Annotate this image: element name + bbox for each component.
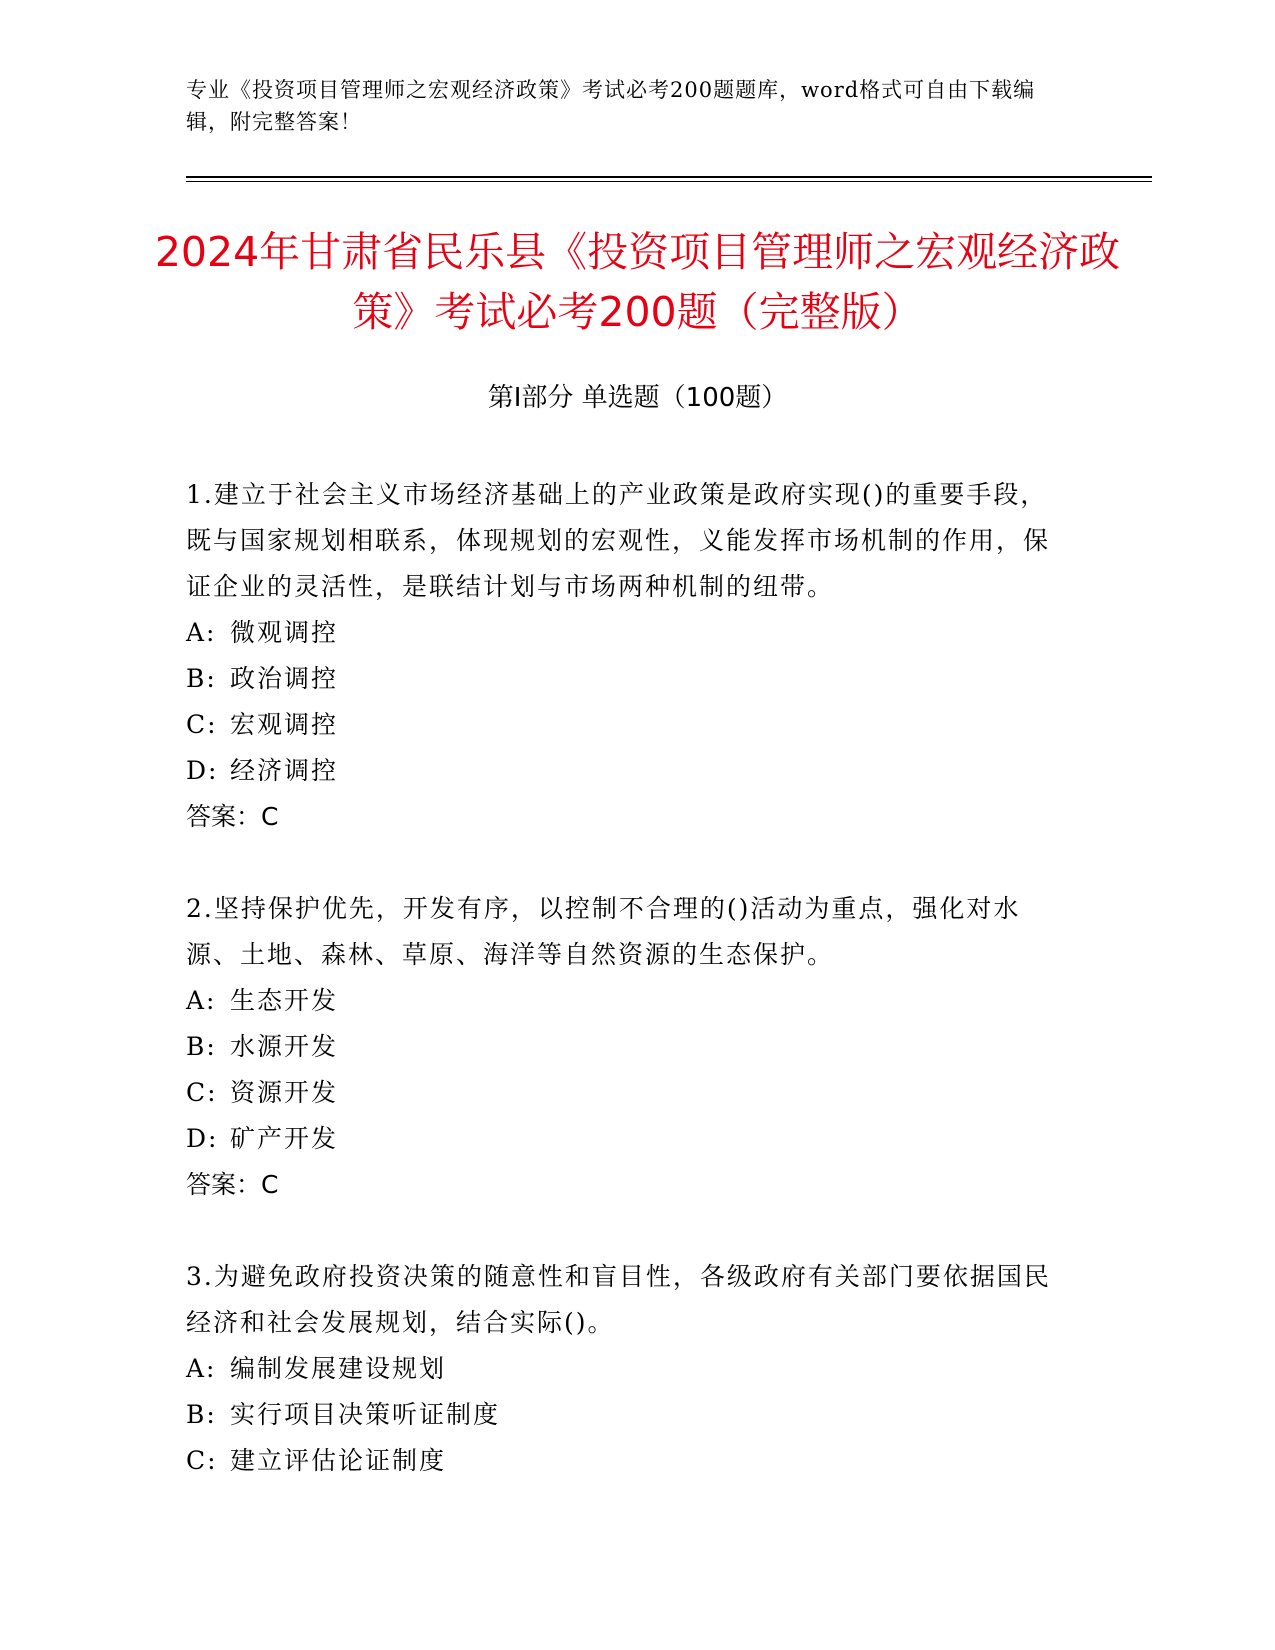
question-option — [186, 1346, 1066, 1392]
question-stem: 2.坚持保护优先，开发有序，以控制不合理的()活动为重点，强化对水源、土地、森林、草原、海洋等自然资源的生态保护。 — [186, 894, 1021, 969]
question-item — [186, 472, 1066, 840]
document-title: 2024年甘肃省民乐县《投资项目管理师之宏观经济政策》考试必考200题（完整版） — [154, 228, 1121, 336]
header-rule-thin — [186, 181, 1152, 182]
option-letter: B: — [186, 664, 217, 693]
option-letter: B: — [186, 1032, 217, 1061]
question-option — [186, 1116, 1066, 1162]
option-text: 资源开发 — [230, 1078, 339, 1107]
option-letter: A: — [186, 1354, 217, 1383]
option-text: 编制发展建设规划 — [230, 1354, 447, 1383]
header-note: 专业《投资项目管理师之宏观经济政策》考试必考200题题库，word格式可自由下载编辑，附完整答案！ — [186, 78, 1036, 134]
question-option — [186, 978, 1066, 1024]
answer-value: C — [261, 802, 279, 831]
question-option — [186, 610, 1066, 656]
question-option — [186, 748, 1066, 794]
question-list — [186, 472, 1066, 1530]
question-answer — [186, 1162, 1066, 1208]
question-answer — [186, 794, 1066, 840]
option-text: 经济调控 — [230, 756, 339, 785]
question-item — [186, 886, 1066, 1208]
question-item — [186, 1254, 1066, 1484]
option-text: 实行项目决策听证制度 — [230, 1400, 501, 1429]
question-option — [186, 1392, 1066, 1438]
answer-value: C — [261, 1170, 279, 1199]
section-title: 第I部分 单选题（100题） — [487, 383, 788, 413]
option-letter: C: — [186, 1446, 218, 1475]
option-letter: A: — [186, 618, 217, 647]
option-letter: B: — [186, 1400, 217, 1429]
question-option — [186, 702, 1066, 748]
answer-label: 答案： — [186, 1170, 262, 1199]
answer-label: 答案： — [186, 802, 262, 831]
question-option — [186, 1070, 1066, 1116]
option-letter: C: — [186, 710, 218, 739]
option-text: 水源开发 — [230, 1032, 339, 1061]
option-text: 矿产开发 — [230, 1124, 339, 1153]
option-letter: D: — [186, 1124, 219, 1153]
question-stem: 3.为避免政府投资决策的随意性和盲目性，各级政府有关部门要依据国民经济和社会发展规划，结合实际()。 — [186, 1262, 1051, 1337]
option-letter: A: — [186, 986, 217, 1015]
option-letter: D: — [186, 756, 219, 785]
option-text: 建立评估论证制度 — [230, 1446, 447, 1475]
option-text: 生态开发 — [230, 986, 339, 1015]
question-stem: 1.建立于社会主义市场经济基础上的产业政策是政府实现()的重要手段，既与国家规划相联系，体现规划的宏观性，义能发挥市场机制的作用，保证企业的灵活性，是联结计划与市场两种机制的纽带。 — [186, 480, 1051, 601]
option-text: 微观调控 — [230, 618, 339, 647]
option-letter: C: — [186, 1078, 218, 1107]
question-option — [186, 1024, 1066, 1070]
question-option — [186, 656, 1066, 702]
question-option — [186, 1438, 1066, 1484]
header-rule-thick — [186, 176, 1152, 178]
option-text: 宏观调控 — [230, 710, 339, 739]
option-text: 政治调控 — [230, 664, 339, 693]
